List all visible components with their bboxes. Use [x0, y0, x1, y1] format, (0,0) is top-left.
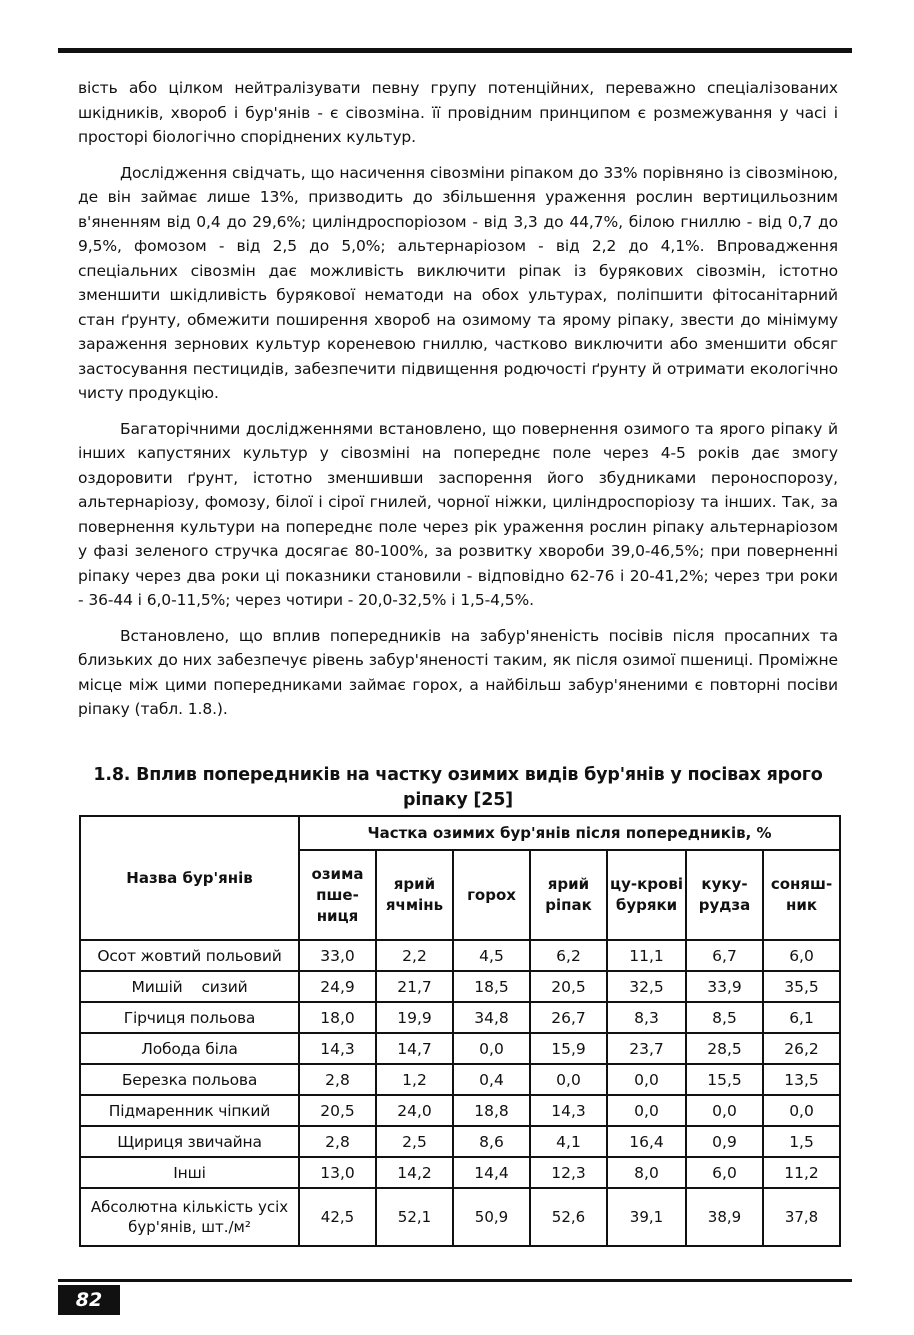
value-cell: 6,2	[530, 940, 607, 971]
value-cell: 24,0	[376, 1095, 453, 1126]
value-cell: 18,0	[299, 1002, 376, 1033]
value-cell: 24,9	[299, 971, 376, 1002]
value-cell: 15,5	[686, 1064, 763, 1095]
column-header: ярий ячмінь	[376, 850, 453, 940]
value-cell: 26,7	[530, 1002, 607, 1033]
value-cell: 23,7	[607, 1033, 686, 1064]
total-value-cell: 39,1	[607, 1188, 686, 1246]
value-cell: 15,9	[530, 1033, 607, 1064]
value-cell: 18,5	[453, 971, 530, 1002]
value-cell: 0,0	[607, 1095, 686, 1126]
table-row	[80, 1064, 840, 1095]
paragraph: вість або цілком нейтралізувати певну групу потенційних, переважно спеціалізованих шкідників, хвороб і бур'янів - є сівозміна. її провідним принципом є розмежування у часі і просторі біологічно споріднених культур.	[78, 79, 838, 146]
column-header: цу-крові буряки	[607, 850, 686, 940]
column-header: ярий ріпак	[530, 850, 607, 940]
value-cell: 6,0	[763, 940, 840, 971]
value-cell: 6,7	[686, 940, 763, 971]
paragraph: Багаторічними дослідженнями встановлено, що повернення озимого та ярого ріпаку й інших капустяних культур у сівозміні на попереднє поле через 4-5 років дає змогу оздоровити ґрунт, істотно зменшивши заспорення його збудниками пероноспорозу, альтернаріозу, фомозу, білої і сірої гнилей, чорної ніжки, циліндроспоріозу та інших. Так, за повернення культури на попереднє поле через рік ураження рослин ріпаку альтернаріозом у фазі зеленого стручка досягає 80-100%, за розвитку хвороби 39,0-46,5%; при поверненні ріпаку через два роки ці показники становили - відповідно 62-76 і 20-41,2%; через три роки - 36-44 і 6,0-11,5%; через чотири - 20,0-32,5% і 1,5-4,5%.	[78, 419, 838, 609]
value-cell: 34,8	[453, 1002, 530, 1033]
table-row	[80, 940, 840, 971]
column-header: горох	[453, 850, 530, 940]
value-cell: 6,0	[686, 1157, 763, 1188]
table-row	[80, 1002, 840, 1033]
weed-name-cell: Підмаренник чіпкий	[80, 1095, 299, 1126]
weed-name-cell: Інші	[80, 1157, 299, 1188]
total-row	[80, 1188, 840, 1246]
value-cell: 18,8	[453, 1095, 530, 1126]
table-caption: 1.8. Вплив попередників на частку озимих видів бур'янів у посівах ярого ріпаку [25]	[93, 765, 823, 810]
value-cell: 0,0	[607, 1064, 686, 1095]
weed-name-cell: Осот жовтий польовий	[80, 940, 299, 971]
name-column-header: Назва бур'янів	[80, 816, 299, 940]
weed-name-cell: Мишій сизий	[80, 971, 299, 1002]
value-cell: 19,9	[376, 1002, 453, 1033]
value-cell: 8,5	[686, 1002, 763, 1033]
value-cell: 14,3	[299, 1033, 376, 1064]
value-cell: 11,1	[607, 940, 686, 971]
value-cell: 33,9	[686, 971, 763, 1002]
table-row	[80, 1095, 840, 1126]
total-value-cell: 52,6	[530, 1188, 607, 1246]
column-header: куку-рудза	[686, 850, 763, 940]
value-cell: 8,0	[607, 1157, 686, 1188]
value-cell: 0,0	[453, 1033, 530, 1064]
body-text	[78, 76, 838, 733]
value-cell: 13,5	[763, 1064, 840, 1095]
value-cell: 2,5	[376, 1126, 453, 1157]
value-cell: 1,2	[376, 1064, 453, 1095]
value-cell: 6,1	[763, 1002, 840, 1033]
paragraph: Дослідження свідчать, що насичення сівозміни ріпаком до 33% порівняно із сівозміною, де він займає лише 13%, призводить до збільшення ураження рослин вертицильозним в'яненням від 0,4 до 29,6%; циліндроспоріозом - від 3,3 до 44,7%, білою гниллю - від 0,7 до 9,5%, фомозом - від 2,5 до 5,0%; альтернаріозом - від 2,2 до 4,1%. Впровадження спеціальних сівозмін дає можливість виключити ріпак із бурякових сівозмін, істотно зменшити шкідливість бурякової нематоди на обох ультурах, поліпшити фітосанітарний стан ґрунту, обмежити поширення хвороб на озимому та ярому ріпаку, звести до мінімуму зараження зернових культур кореневою гниллю, частково виключити або зменшити обсяг застосування пестицидів, забезпечити підвищення родючості ґрунту й отримати екологічно чисту продукцію.	[78, 163, 838, 402]
total-value-cell: 50,9	[453, 1188, 530, 1246]
weed-name-cell: Щириця звичайна	[80, 1126, 299, 1157]
value-cell: 12,3	[530, 1157, 607, 1188]
table-row	[80, 971, 840, 1002]
value-cell: 11,2	[763, 1157, 840, 1188]
value-cell: 32,5	[607, 971, 686, 1002]
value-cell: 21,7	[376, 971, 453, 1002]
value-cell: 8,3	[607, 1002, 686, 1033]
column-header: соняш-ник	[763, 850, 840, 940]
value-cell: 0,0	[763, 1095, 840, 1126]
page-number: 82	[58, 1285, 120, 1315]
value-cell: 14,3	[530, 1095, 607, 1126]
value-cell: 14,4	[453, 1157, 530, 1188]
table-row	[80, 1157, 840, 1188]
group-header: Частка озимих бур'янів після попередників, %	[299, 816, 840, 850]
value-cell: 26,2	[763, 1033, 840, 1064]
value-cell: 4,1	[530, 1126, 607, 1157]
value-cell: 2,8	[299, 1064, 376, 1095]
weed-name-cell: Березка польова	[80, 1064, 299, 1095]
value-cell: 33,0	[299, 940, 376, 971]
value-cell: 35,5	[763, 971, 840, 1002]
value-cell: 0,0	[686, 1095, 763, 1126]
total-value-cell: 52,1	[376, 1188, 453, 1246]
footer-rule	[58, 1279, 852, 1282]
value-cell: 2,2	[376, 940, 453, 971]
value-cell: 14,2	[376, 1157, 453, 1188]
value-cell: 28,5	[686, 1033, 763, 1064]
weed-name-cell: Лобода біла	[80, 1033, 299, 1064]
value-cell: 8,6	[453, 1126, 530, 1157]
total-value-cell: 37,8	[763, 1188, 840, 1246]
table-row	[80, 1126, 840, 1157]
weeds-table	[79, 815, 841, 1247]
value-cell: 0,0	[530, 1064, 607, 1095]
paragraph: Встановлено, що вплив попередників на забур'яненість посівів після просапних та близьких до них забезпечує рівень забур'яненості таким, як після озимої пшениці. Проміжне місце між цими попередниками займає горох, а найбільш забур'яненими є повторні посіви ріпаку (табл. 1.8.).	[78, 626, 838, 718]
weed-name-cell: Гірчиця польова	[80, 1002, 299, 1033]
column-header: озима пше-ниця	[299, 850, 376, 940]
value-cell: 14,7	[376, 1033, 453, 1064]
value-cell: 20,5	[530, 971, 607, 1002]
total-value-cell: 38,9	[686, 1188, 763, 1246]
total-value-cell: 42,5	[299, 1188, 376, 1246]
value-cell: 4,5	[453, 940, 530, 971]
value-cell: 20,5	[299, 1095, 376, 1126]
value-cell: 13,0	[299, 1157, 376, 1188]
value-cell: 0,9	[686, 1126, 763, 1157]
value-cell: 16,4	[607, 1126, 686, 1157]
table-body	[80, 940, 840, 1246]
table-header-row	[80, 816, 840, 850]
value-cell: 0,4	[453, 1064, 530, 1095]
table-row	[80, 1033, 840, 1064]
value-cell: 1,5	[763, 1126, 840, 1157]
header-rule	[58, 48, 852, 53]
value-cell: 2,8	[299, 1126, 376, 1157]
total-name-cell: Абсолютна кількість усіх бур'янів, шт./м²	[80, 1188, 299, 1246]
